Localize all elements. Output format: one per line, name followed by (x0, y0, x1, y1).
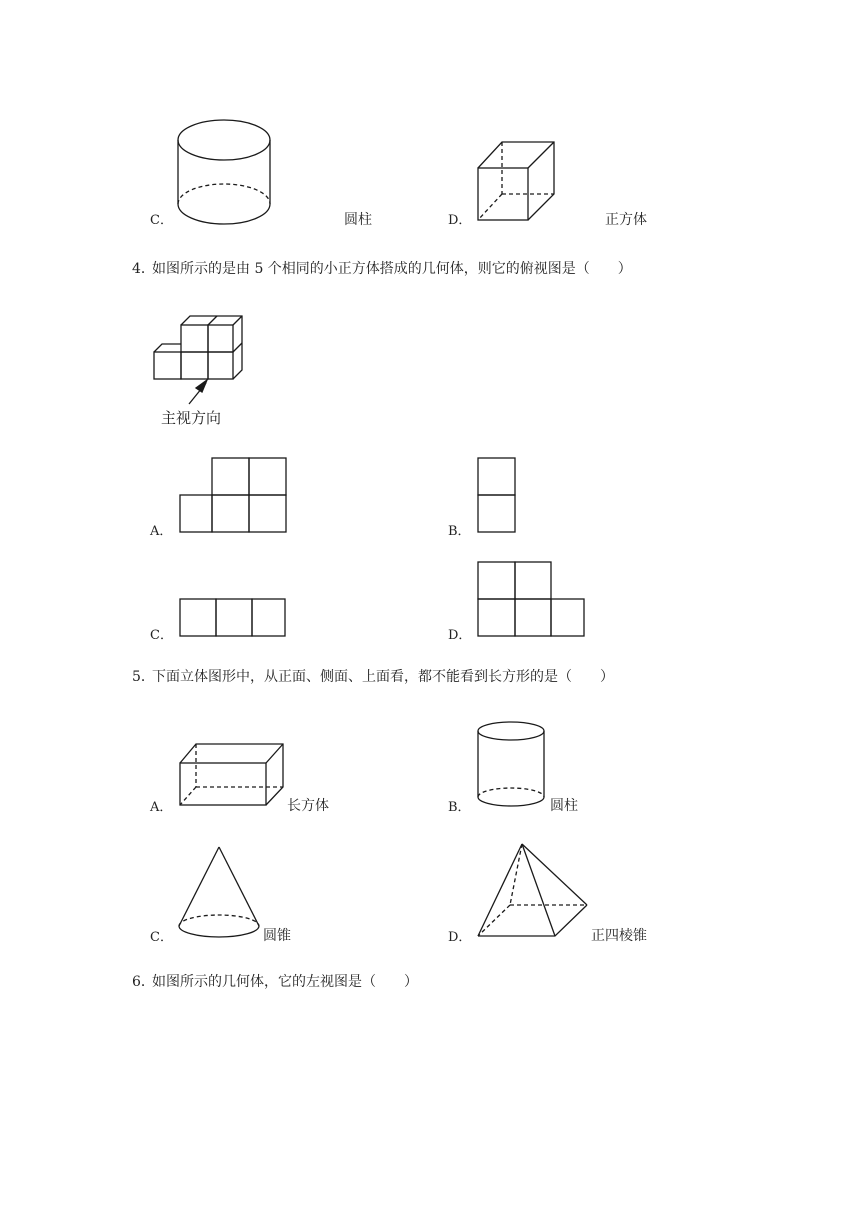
question-text: 下面立体图形中，从正面、侧面、上面看，都不能看到长方形的是（ ） (152, 669, 614, 685)
view-direction-caption: 主视方向 (161, 409, 222, 427)
question-number: 5． (132, 669, 155, 685)
shape-name: 圆锥 (263, 928, 291, 944)
option-letter: A． (150, 524, 173, 539)
option-letter: D． (448, 930, 472, 945)
option-letter: C． (150, 628, 173, 643)
option-letter: A． (150, 800, 173, 815)
question-text: 如图所示的几何体，它的左视图是（ ） (152, 974, 418, 990)
option-letter: D． (448, 213, 472, 228)
shape-name: 圆柱 (550, 798, 578, 814)
option-letter: B． (448, 800, 471, 815)
option-letter: C． (150, 213, 173, 228)
option-letter: D． (448, 628, 472, 643)
option-letter: C． (150, 930, 173, 945)
shape-name: 正四棱锥 (591, 928, 647, 944)
question-number: 4． (132, 261, 155, 277)
question-number: 6． (132, 974, 155, 990)
shape-name: 长方体 (287, 798, 329, 814)
shape-name: 圆柱 (344, 212, 372, 228)
option-letter: B． (448, 524, 471, 539)
question-text: 如图所示的是由 5 个相同的小正方体搭成的几何体，则它的俯视图是（ ） (152, 261, 632, 277)
shape-name: 正方体 (605, 212, 647, 228)
